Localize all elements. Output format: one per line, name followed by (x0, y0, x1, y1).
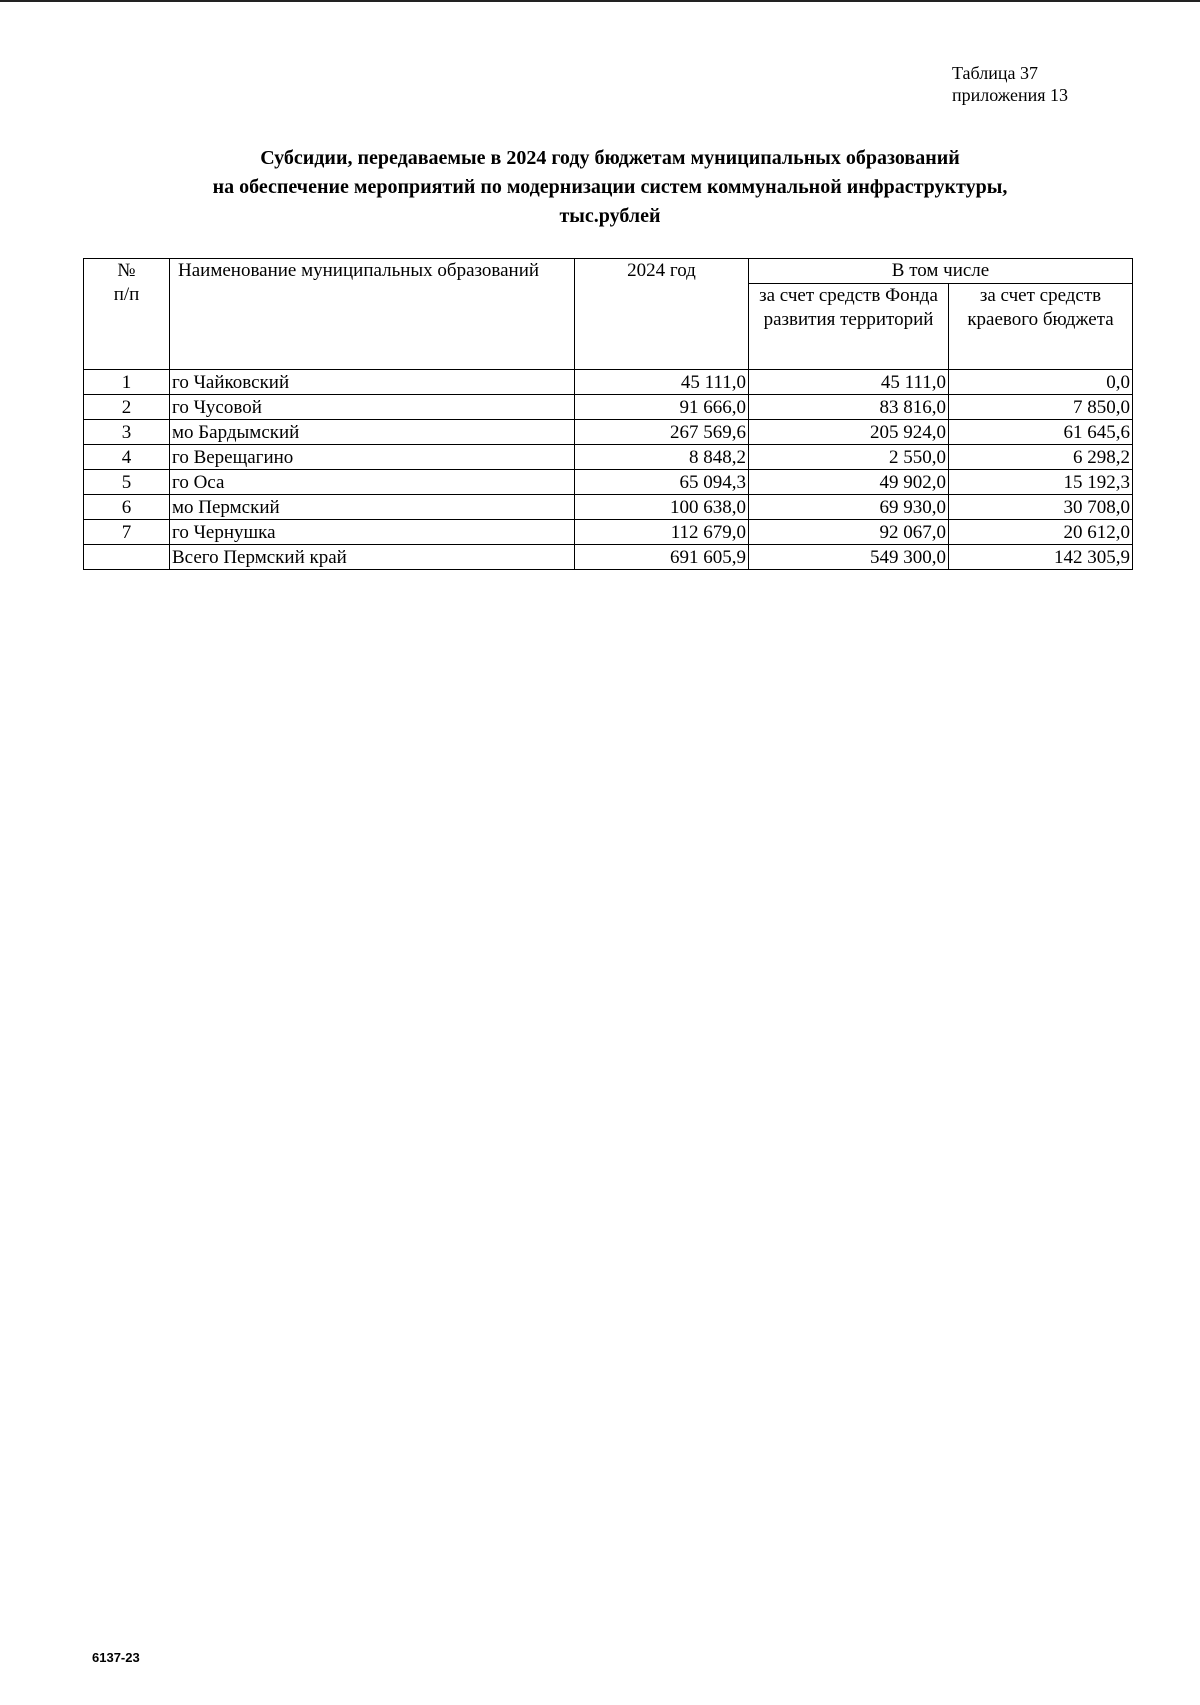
table-total-row (84, 545, 1133, 570)
header-fund: за счет средств Фонда развития территорий (749, 284, 949, 370)
reference-line-2: приложения 13 (952, 85, 1069, 105)
header-number-line-1: № (117, 260, 136, 281)
table-row (84, 470, 1133, 495)
cell-name: го Чусовой (170, 395, 575, 420)
document-title (0, 144, 1200, 231)
cell-fund: 2 550,0 (749, 445, 949, 470)
cell-regional: 142 305,9 (949, 545, 1133, 570)
title-line-2: на обеспечение мероприятий по модернизации систем коммунальной инфраструктуры, (212, 176, 1008, 198)
cell-fund: 69 930,0 (749, 495, 949, 520)
cell-name: мо Пермский (170, 495, 575, 520)
header-number (84, 259, 170, 370)
cell-name: го Оса (170, 470, 575, 495)
cell-fund: 49 902,0 (749, 470, 949, 495)
table-row (84, 395, 1133, 420)
table-row (84, 370, 1133, 395)
cell-fund: 45 111,0 (749, 370, 949, 395)
reference-line-1: Таблица 37 (952, 63, 1038, 83)
title-line-1: Субсидии, передаваемые в 2024 году бюджетам муниципальных образований (260, 147, 960, 169)
cell-fund: 92 067,0 (749, 520, 949, 545)
cell-total: 691 605,9 (575, 545, 749, 570)
cell-regional: 0,0 (949, 370, 1133, 395)
cell-regional: 20 612,0 (949, 520, 1133, 545)
header-year: 2024 год (575, 259, 749, 370)
cell-total: 100 638,0 (575, 495, 749, 520)
cell-number: 1 (84, 370, 170, 395)
cell-name: мо Бардымский (170, 420, 575, 445)
cell-regional: 61 645,6 (949, 420, 1133, 445)
document-code: 6137-23 (92, 1650, 140, 1665)
cell-total: 45 111,0 (575, 370, 749, 395)
cell-total: 91 666,0 (575, 395, 749, 420)
cell-regional: 7 850,0 (949, 395, 1133, 420)
table-row (84, 420, 1133, 445)
table-row (84, 445, 1133, 470)
cell-number: 5 (84, 470, 170, 495)
header-including: В том числе (749, 259, 1133, 284)
cell-number: 4 (84, 445, 170, 470)
subsidy-table (83, 258, 1133, 570)
table-reference (952, 62, 1068, 106)
cell-regional: 6 298,2 (949, 445, 1133, 470)
cell-name: го Верещагино (170, 445, 575, 470)
cell-number: 6 (84, 495, 170, 520)
title-line-3: тыс.рублей (559, 205, 661, 227)
cell-name: го Чайковский (170, 370, 575, 395)
cell-total: 267 569,6 (575, 420, 749, 445)
cell-number: 2 (84, 395, 170, 420)
cell-fund: 205 924,0 (749, 420, 949, 445)
cell-name: го Чернушка (170, 520, 575, 545)
cell-total: 112 679,0 (575, 520, 749, 545)
cell-regional: 15 192,3 (949, 470, 1133, 495)
cell-total: 65 094,3 (575, 470, 749, 495)
cell-total: 8 848,2 (575, 445, 749, 470)
cell-fund: 549 300,0 (749, 545, 949, 570)
table-header-row-1 (84, 259, 1133, 284)
table-row (84, 495, 1133, 520)
cell-number: 7 (84, 520, 170, 545)
cell-number (84, 545, 170, 570)
cell-number: 3 (84, 420, 170, 445)
table-row (84, 520, 1133, 545)
header-number-line-2: п/п (113, 284, 140, 305)
cell-regional: 30 708,0 (949, 495, 1133, 520)
cell-name: Всего Пермский край (170, 545, 575, 570)
cell-fund: 83 816,0 (749, 395, 949, 420)
header-regional: за счет средств краевого бюджета (949, 284, 1133, 370)
header-name: Наименование муниципальных образований (170, 259, 575, 370)
page-top-edge (0, 0, 1200, 2)
